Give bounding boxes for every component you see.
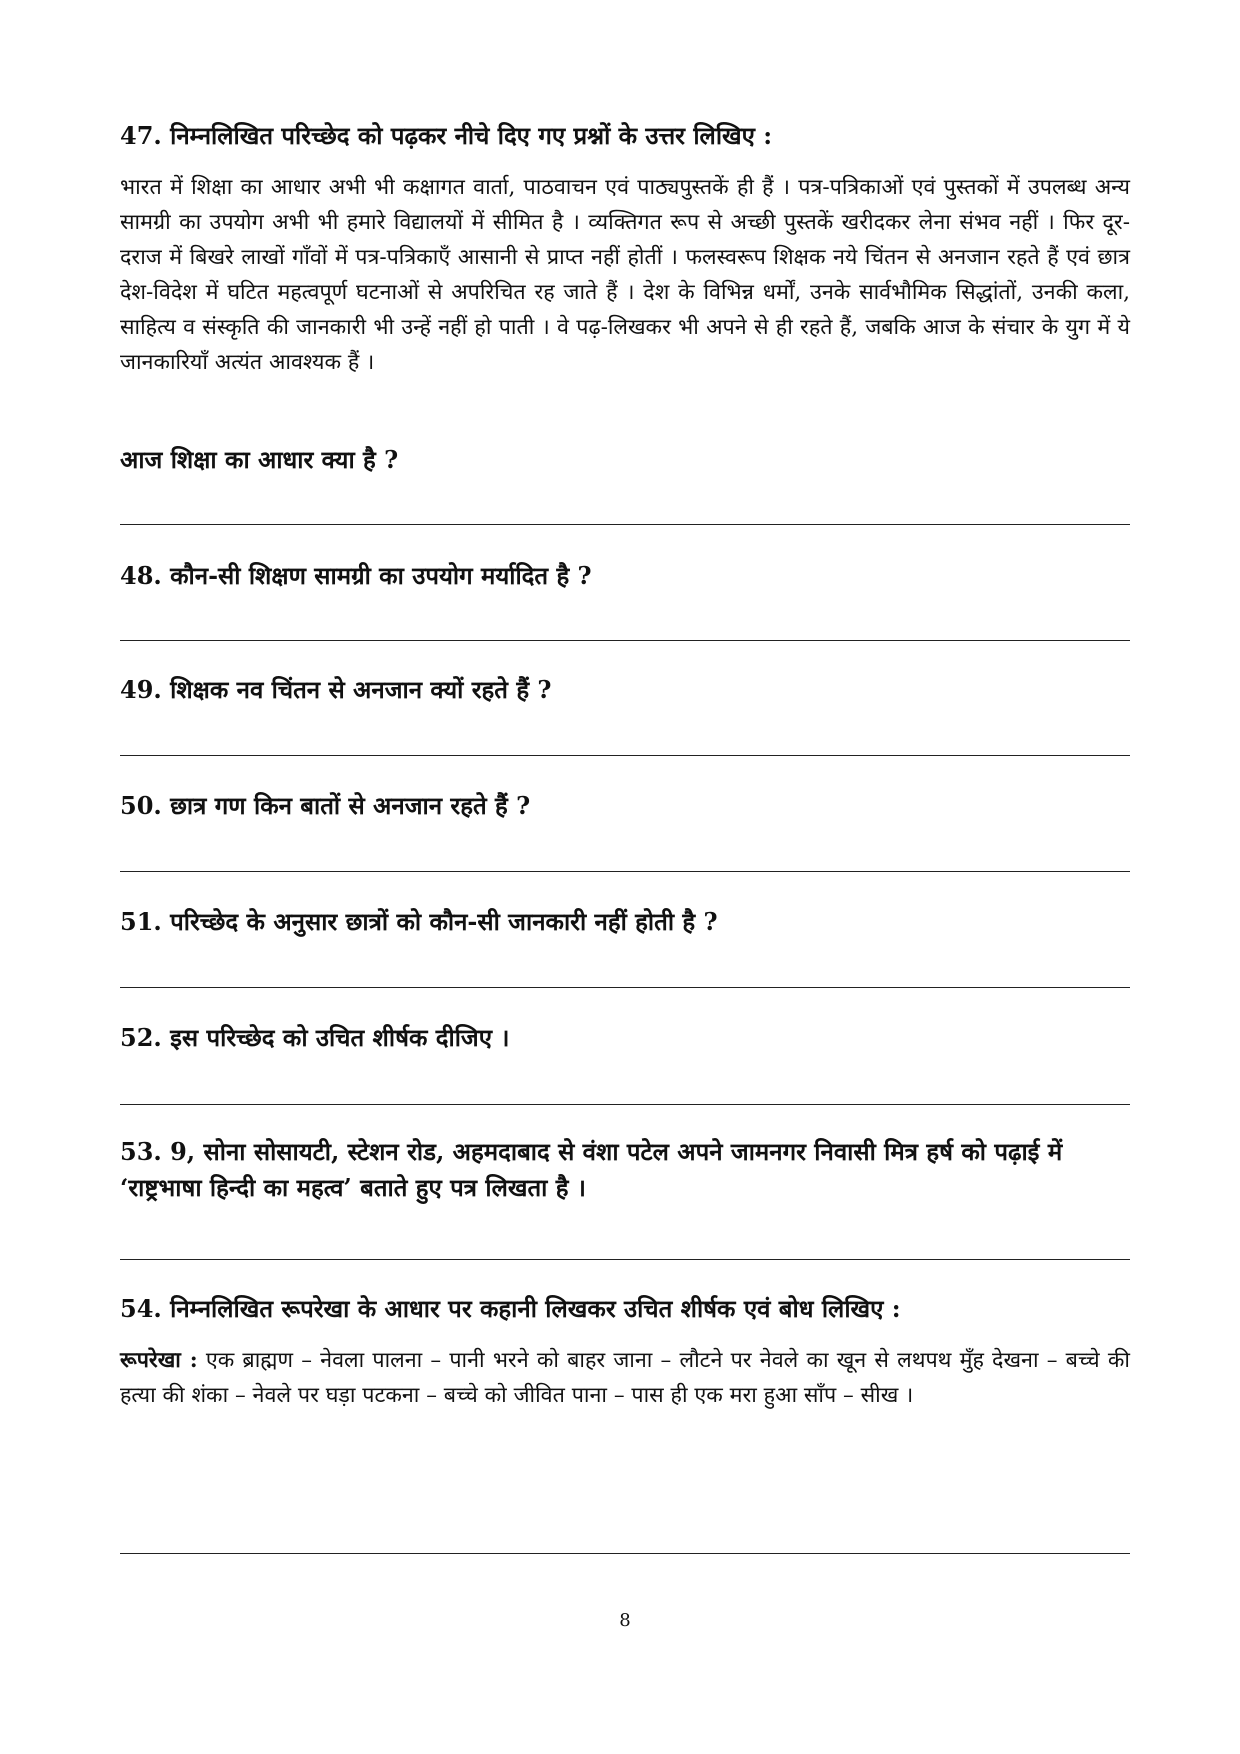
answer-line-49[interactable] [120,755,1130,756]
question-50: 50. छात्र गण किन बातों से अनजान रहते हैं ? [120,791,531,820]
answer-line-50[interactable] [120,871,1130,872]
passage-text: भारत में शिक्षा का आधार अभी भी कक्षागत वार्ता, पाठवाचन एवं पाठ्यपुस्तकें ही हैं । पत्र-पत्रिकाओं एवं पुस्तकों में उपलब्ध अन्य सामग्री का उपयोग अभी भी हमारे विद्यालयों में सीमित है । व्यक्तिगत रूप से अच्छी पुस्तकें खरीदकर लेना संभव नहीं । फिर दूर-दराज में बिखरे लाखों गाँवों में पत्र-पत्रिकाएँ आसानी से प्राप्त नहीं होतीं । फलस्वरूप शिक्षक नये चिंतन से अनजान रहते हैं एवं छात्र देश-विदेश में घटित महत्वपूर्ण घटनाओं से अपरिचित रह जाते हैं । देश के विभिन्न धर्मों, उनके सार्वभौमिक सिद्धांतों, उनकी कला, साहित्य व संस्कृति की जानकारी भी उन्हें नहीं हो पाती । वे पढ़-लिखकर भी अपने से ही रहते हैं, जबकि आज के संचार के युग में ये जानकारियाँ अत्यंत आवश्यक हैं । [120,175,1130,375]
question-49: 49. शिक्षक नव चिंतन से अनजान क्यों रहते हैं ? [120,675,552,704]
question-48: 48. कौन-सी शिक्षण सामग्री का उपयोग मर्यादित है ? [120,561,592,590]
question-47-prompt: आज शिक्षा का आधार क्या है ? [120,445,399,474]
outline-text [120,1343,1130,1413]
answer-line-51[interactable] [120,987,1130,988]
answer-line-47[interactable] [120,524,1130,525]
answer-line-54[interactable] [120,1553,1130,1554]
page-number: 8 [619,1610,631,1631]
question-54-heading: 54. निम्नलिखित रूपरेखा के आधार पर कहानी लिखकर उचित शीर्षक एवं बोध लिखिए : [120,1294,901,1323]
question-52: 52. इस परिच्छेद को उचित शीर्षक दीजिए । [120,1023,510,1052]
question-47-heading: 47. निम्नलिखित परिच्छेद को पढ़कर नीचे दिए गए प्रश्नों के उत्तर लिखिए : [120,121,773,150]
question-51: 51. परिच्छेद के अनुसार छात्रों को कौन-सी जानकारी नहीं होती है ? [120,907,718,936]
answer-line-53[interactable] [120,1259,1130,1260]
answer-line-52[interactable] [120,1104,1130,1105]
answer-line-48[interactable] [120,640,1130,641]
outline-label: रूपरेखा : [120,1348,198,1373]
question-53: 53. 9, सोना सोसायटी, स्टेशन रोड, अहमदाबाद से वंशा पटेल अपने जामनगर निवासी मित्र हर्ष को पढ़ाई में ‘राष्ट्रभाषा हिन्दी का महत्व’ बताते हुए पत्र लिखता है । [120,1137,1063,1202]
outline-content: एक ब्राह्मण – नेवला पालना – पानी भरने को बाहर जाना – लौटने पर नेवले का खून से लथपथ मुँह देखना – बच्चे की हत्या की शंका – नेवले पर घड़ा पटकना – बच्चे को जीवित पाना – पास ही एक मरा हुआ साँप – सीख । [120,1348,1130,1408]
worksheet-page [120,0,1130,1754]
